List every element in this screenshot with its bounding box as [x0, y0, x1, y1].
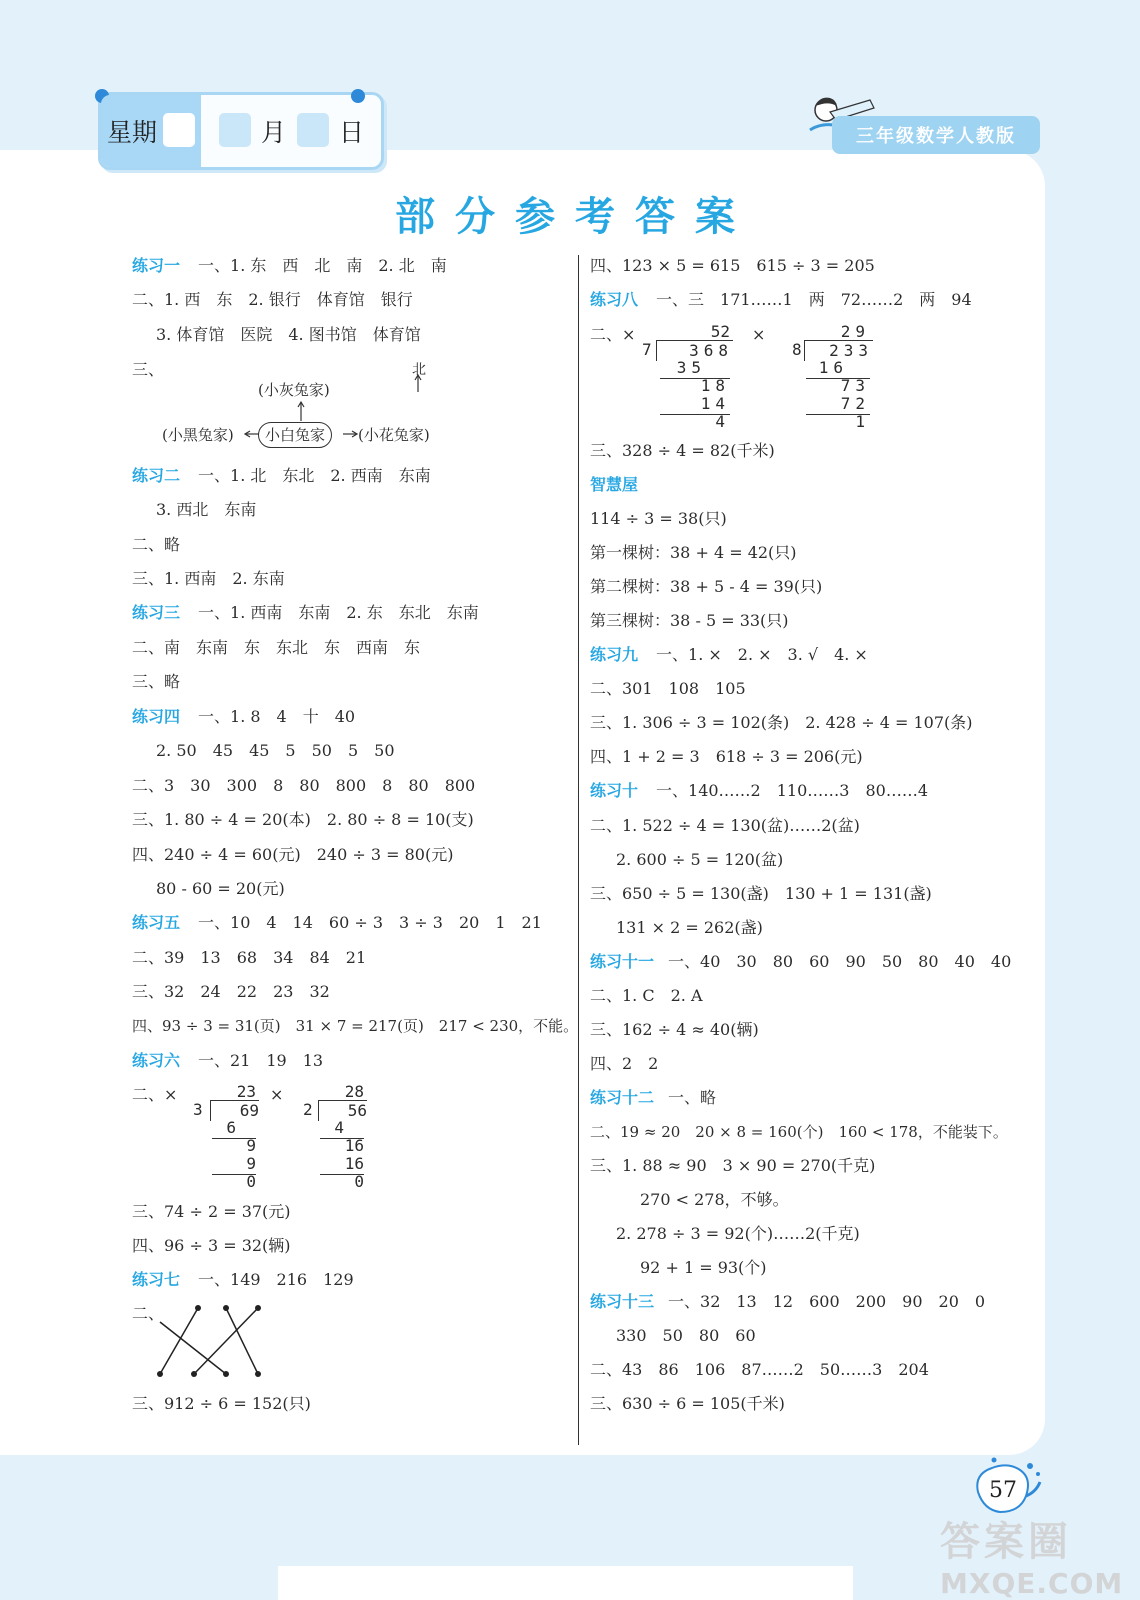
map-right-house: (小花兔家) [358, 426, 430, 444]
arrow-right-icon [342, 427, 358, 441]
wisdom-line3: 第二棵树：38 + 5 - 4 = 39(只) [590, 577, 823, 596]
ex8-div1-divisor: 7 [642, 340, 652, 359]
ex6-div1-dividend: 69 [210, 1100, 259, 1121]
ex6-div1-divisor: 3 [193, 1100, 203, 1119]
ex4-heading: 练习四 [132, 707, 181, 726]
ex6-div1-sub2: 9 [212, 1154, 256, 1175]
ex1-line2: 二、1. 西 东 2. 银行 体育馆 银行 [132, 290, 413, 309]
ex6-line3: 三、74 ÷ 2 = 37(元) [132, 1202, 291, 1221]
watermark-url: MXQE.COM [940, 1567, 1124, 1600]
ex6-div2-dividend: 56 [318, 1100, 367, 1121]
ex6-line1: 练习六 一、21 19 13 [132, 1051, 324, 1070]
ex8-div2-sub1: 16 [806, 358, 870, 379]
ex8-div2-divisor: 8 [792, 340, 802, 359]
ex6-div2-divisor: 2 [303, 1100, 313, 1119]
ex5-heading: 练习五 [132, 913, 181, 932]
ex10-line3: 2. 600 ÷ 5 = 120(盆) [616, 850, 784, 869]
ex11-heading: 练习十一 [590, 952, 655, 971]
ex9-line4: 四、1 + 2 = 3 618 ÷ 3 = 206(元) [590, 747, 863, 766]
day-slot [297, 113, 329, 147]
wisdom-heading: 智慧屋 [590, 475, 639, 494]
answer-sheet-paper [0, 150, 1045, 1455]
watermark-logo: 答案圈 [940, 1519, 1072, 1565]
ex4-line5: 四、240 ÷ 4 = 60(元) 240 ÷ 3 = 80(元) [132, 845, 454, 864]
ex8-div1-quotient: 52 [710, 322, 730, 341]
ex3-line1: 练习三 一、1. 西南 东南 2. 东 东北 东南 [132, 603, 479, 622]
ex8-div1-rem1: 18 [700, 376, 730, 395]
ex13-line3: 二、43 86 106 87……2 50……3 204 [590, 1360, 929, 1379]
ex12-line4: 270 < 278，不够。 [640, 1190, 789, 1209]
ex2-line4: 三、1. 西南 2. 东南 [132, 569, 285, 588]
bottom-strip [278, 1566, 853, 1600]
ex5-line2: 二、39 13 68 34 84 21 [132, 948, 367, 967]
ex9-line1: 练习九 一、1. × 2. × 3. √ 4. × [590, 645, 868, 664]
arrow-up-icon [296, 400, 306, 422]
pin-dot-right [351, 89, 365, 103]
ex6-div2-rem1: 16 [344, 1136, 364, 1155]
ex5-line3: 三、32 24 22 23 32 [132, 982, 330, 1001]
ex6-cross-mark: × [270, 1085, 284, 1104]
ex6-div2-sub2: 16 [320, 1154, 364, 1175]
ex6-div1-sub1: 6 [212, 1118, 256, 1139]
ex10-line2: 二、1. 522 ÷ 4 = 130(盆)……2(盆) [590, 816, 860, 835]
ex8-div2-rem1: 73 [840, 376, 870, 395]
ex13-line2: 330 50 80 60 [616, 1326, 756, 1345]
ex9-line3: 三、1. 306 ÷ 3 = 102(条) 2. 428 ÷ 4 = 107(条) [590, 713, 973, 732]
ex6-div1-quotient: 23 [236, 1082, 256, 1101]
ex9-heading: 练习九 [590, 645, 639, 664]
ex5-line4: 四、93 ÷ 3 = 31(页) 31 × 7 = 217(页) 217 < 230，不能。 [132, 1017, 579, 1035]
ex12-line3: 三、1. 88 ≈ 90 3 × 90 = 270(千克) [590, 1156, 876, 1175]
ex6-div1-rem1: 9 [246, 1136, 256, 1155]
ex11-line2: 二、1. C 2. A [590, 986, 703, 1005]
ex2-line3: 二、略 [132, 535, 181, 554]
ex8-div2-sub2: 72 [806, 394, 870, 415]
ex13-heading: 练习十三 [590, 1292, 655, 1311]
page-title: 部分参考答案 [395, 193, 755, 240]
ex10-line1: 练习十 一、140……2 110……3 80……4 [590, 781, 928, 800]
ex8-div1-sub1: 35 [660, 358, 730, 379]
ex12-line2: 二、19 ≈ 20 20 × 8 = 160(个) 160 < 178，不能装下。 [590, 1123, 1008, 1141]
ex8-line1: 练习八 一、三 171……1 两 72……2 两 94 [590, 290, 972, 309]
ex12-line1: 练习十二 一、略 [590, 1088, 717, 1107]
wisdom-line2: 第一棵树：38 + 4 = 42(只) [590, 543, 797, 562]
ex1-heading: 练习一 [132, 256, 181, 275]
ex11-line1: 练习十一 一、40 30 80 60 90 50 80 40 40 [590, 952, 1012, 971]
ex1-line4: 三、 [132, 360, 165, 379]
month-slot [219, 113, 251, 147]
north-label: 北 [412, 362, 426, 378]
ex10-line5: 131 × 2 = 262(盏) [616, 918, 763, 937]
ex8-cross-mark: × [752, 325, 766, 344]
page-number: 57 [989, 1477, 1017, 1503]
ex11-line3: 三、162 ÷ 4 ≈ 40(辆) [590, 1020, 759, 1039]
ex10-heading: 练习十 [590, 781, 639, 800]
ex10-line4: 三、650 ÷ 5 = 130(盏) 130 + 1 = 131(盏) [590, 884, 932, 903]
map-top-house: (小灰兔家) [258, 381, 330, 399]
ex2-line1: 练习二 一、1. 北 东北 2. 西南 东南 [132, 466, 431, 485]
ex8-line3: 三、328 ÷ 4 = 82(千米) [590, 441, 775, 460]
ex4-line4: 三、1. 80 ÷ 4 = 20(本) 2. 80 ÷ 8 = 10(支) [132, 810, 474, 829]
ex8-div1-rem2: 4 [715, 412, 730, 431]
grade-badge: 三年级数学人教版 [832, 116, 1040, 154]
weekday-label: 星期 [107, 118, 158, 147]
ex13-line4: 三、630 ÷ 6 = 105(千米) [590, 1394, 785, 1413]
map-left-house: (小黑兔家) [162, 426, 234, 444]
wisdom-line1: 114 ÷ 3 = 38(只) [590, 509, 727, 528]
ex4-line1: 练习四 一、1. 8 4 十 40 [132, 707, 356, 726]
ex7-heading: 练习七 [132, 1270, 181, 1289]
ex8-div1-dividend: 368 [656, 340, 733, 361]
ex7-line2: 二、 [132, 1304, 165, 1323]
day-label: 日 [339, 118, 365, 147]
ex5-line1: 练习五 一、10 4 14 60 ÷ 3 3 ÷ 3 20 1 21 [132, 913, 542, 932]
ex11-line4: 四、2 2 [590, 1054, 659, 1073]
ex7-matching-lines-diagram [150, 1302, 270, 1382]
ex4-line6: 80 - 60 = 20(元) [156, 879, 285, 898]
ex8-line2-prefix: 二、× [590, 325, 636, 344]
weekday-slot [163, 113, 195, 147]
ex4-line2: 2. 50 45 45 5 50 5 50 [156, 741, 395, 760]
ex8-heading: 练习八 [590, 290, 639, 309]
map-center-house: 小白兔家 [258, 422, 332, 448]
ex8-div2-rem2: 1 [855, 412, 870, 431]
ex7-line1: 练习七 一、149 216 129 [132, 1270, 354, 1289]
ex6-div2-rem2: 0 [354, 1172, 364, 1191]
ex6-line2-prefix: 二、× [132, 1085, 178, 1104]
ex6-div1-rem2: 0 [246, 1172, 256, 1191]
ex2-line2: 3. 西北 东南 [156, 500, 257, 519]
ex8-div2-dividend: 233 [804, 340, 873, 361]
ex12-line5: 2. 278 ÷ 3 = 92(个)……2(千克) [616, 1224, 860, 1243]
month-label: 月 [261, 118, 287, 147]
ex13-line1: 练习十三 一、32 13 12 600 200 90 20 0 [590, 1292, 986, 1311]
wisdom-line4: 第三棵树：38 - 5 = 33(只) [590, 611, 789, 630]
ex8-div2-quotient: 29 [840, 322, 870, 341]
ex12-heading: 练习十二 [590, 1088, 655, 1107]
ex9-line2: 二、301 108 105 [590, 679, 746, 698]
ex6-div2-sub1: 4 [320, 1118, 364, 1139]
ex1-line3: 3. 体育馆 医院 4. 图书馆 体育馆 [156, 325, 421, 344]
column-divider [578, 255, 579, 1445]
ex8-div1-sub2: 14 [660, 394, 730, 415]
ex2-heading: 练习二 [132, 466, 181, 485]
ex3-heading: 练习三 [132, 603, 181, 622]
ex12-line6: 92 + 1 = 93(个) [640, 1258, 767, 1277]
watermark [940, 1510, 1140, 1600]
ex3-line3: 三、略 [132, 672, 181, 691]
ex6-div2-quotient: 28 [344, 1082, 364, 1101]
ex6-line4: 四、96 ÷ 3 = 32(辆) [132, 1236, 291, 1255]
ex6-heading: 练习六 [132, 1051, 181, 1070]
right-top-line: 四、123 × 5 = 615 615 ÷ 3 = 205 [590, 256, 875, 275]
ex4-line3: 二、3 30 300 8 80 800 8 80 800 [132, 776, 476, 795]
date-box [98, 92, 384, 170]
ex3-line2: 二、南 东南 东 东北 东 西南 东 [132, 638, 421, 657]
ex1-line1: 练习一 一、1. 东 西 北 南 2. 北 南 [132, 256, 447, 275]
ex7-line3: 三、912 ÷ 6 = 152(只) [132, 1394, 311, 1413]
north-arrow-icon [413, 374, 423, 394]
